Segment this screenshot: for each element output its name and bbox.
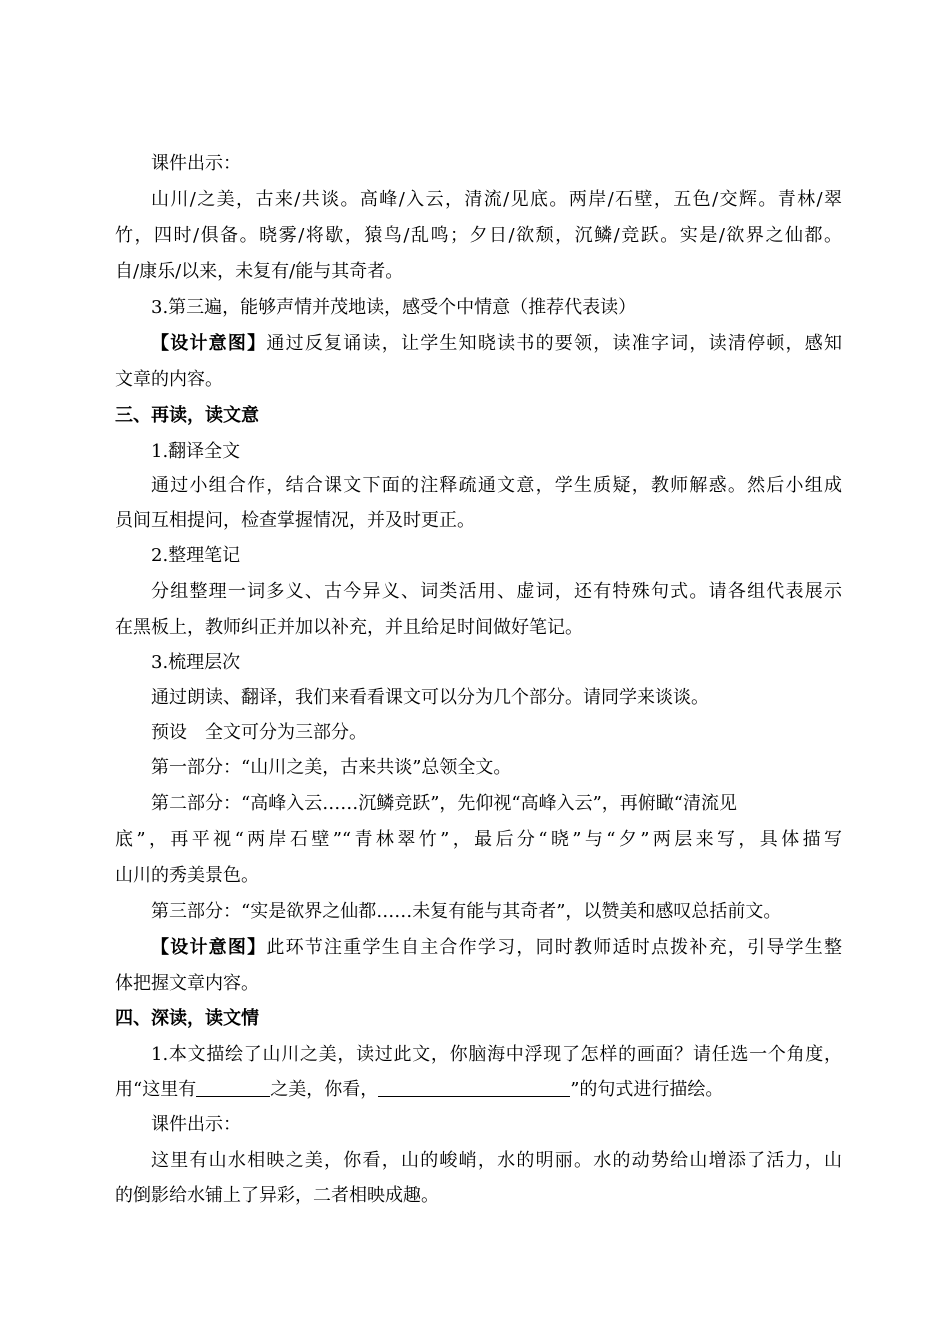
text-line: 山川/之美，古来/共谈。高峰/入云，清流/见底。两岸/石壁，五色/交辉。青林/翠 (151, 189, 842, 210)
text-line: 底”，再平视“两岸石壁”“青林翠竹”，最后分“晓”与“夕”两层来写，具体描写 (115, 829, 842, 850)
text-line: 竹，四时/俱备。晓雾/将歇，猿鸟/乱鸣；夕日/欲颓，沉鳞/竞跃。实是/欲界之仙都。 (115, 225, 842, 246)
text-line: 第一部分：“山川之美，古来共谈”总领全文。 (151, 757, 512, 778)
text-line: 的倒影给水铺上了异彩，二者相映成趣。 (115, 1185, 439, 1206)
text-line: 课件出示： (151, 153, 241, 174)
text-span: 用“这里有 (115, 1079, 197, 1100)
text-line: 1.本文描绘了山川之美，读过此文，你脑海中浮现了怎样的画面？请任选一个角度， (151, 1044, 842, 1065)
text-line: 1.翻译全文 (151, 441, 241, 462)
text-line: 分组整理一词多义、古今异义、词类活用、虚词，还有特殊句式。请各组代表展示 (151, 581, 842, 602)
section-heading: 四、深读，读文情 (115, 1008, 259, 1029)
text-line: 课件出示： (151, 1114, 241, 1135)
text-line: 在黑板上，教师纠正并加以补充，并且给足时间做好笔记。 (115, 617, 583, 638)
text-line: 体把握文章内容。 (115, 973, 259, 994)
fill-in-sentence (115, 1078, 723, 1102)
text-line: 这里有山水相映之美，你看，山的峻峭，水的明丽。水的动势给山增添了活力，山 (151, 1150, 842, 1171)
section-heading: 三、再读，读文意 (115, 405, 259, 426)
text-line: 通过朗读、翻译，我们来看看课文可以分为几个部分。请同学来谈谈。 (151, 687, 709, 708)
text-span: 此环节注重学生自主合作学习，同时教师适时点拨补充，引导学生整 (266, 937, 843, 958)
fill-blank (196, 1078, 270, 1097)
text-line: 第二部分：“高峰入云……沉鳞竞跃”，先仰视“高峰入云”，再俯瞰“清流见 (151, 793, 738, 814)
text-line: 自/康乐/以来，未复有/能与其奇者。 (115, 261, 404, 282)
text-line: 员间互相提问，检查掌握情况，并及时更正。 (115, 510, 475, 531)
fill-blank (378, 1078, 570, 1097)
text-line: 预设 全文可分为三部分。 (151, 722, 367, 743)
text-line: 2.整理笔记 (151, 545, 241, 566)
text-span: 通过反复诵读，让学生知晓读书的要领，读准字词，读清停顿，感知 (266, 333, 843, 354)
design-intent-line (151, 332, 842, 356)
text-span: ”的句式进行描绘。 (570, 1079, 724, 1100)
design-intent-label: 【设计意图】 (151, 937, 267, 958)
text-line: 第三部分：“实是欲界之仙都……未复有能与其奇者”，以赞美和感叹总括前文。 (151, 901, 782, 922)
text-line: 山川的秀美景色。 (115, 865, 259, 886)
text-line: 3.梳理层次 (151, 652, 241, 673)
text-line: 3.第三遍，能够声情并茂地读，感受个中情意（推荐代表读） (151, 297, 637, 318)
design-intent-label: 【设计意图】 (151, 333, 267, 354)
text-span: 之美，你看， (270, 1079, 379, 1100)
text-line: 文章的内容。 (115, 369, 223, 390)
text-line: 通过小组合作，结合课文下面的注释疏通文意，学生质疑，教师解惑。然后小组成 (151, 475, 842, 496)
design-intent-line (151, 936, 842, 960)
